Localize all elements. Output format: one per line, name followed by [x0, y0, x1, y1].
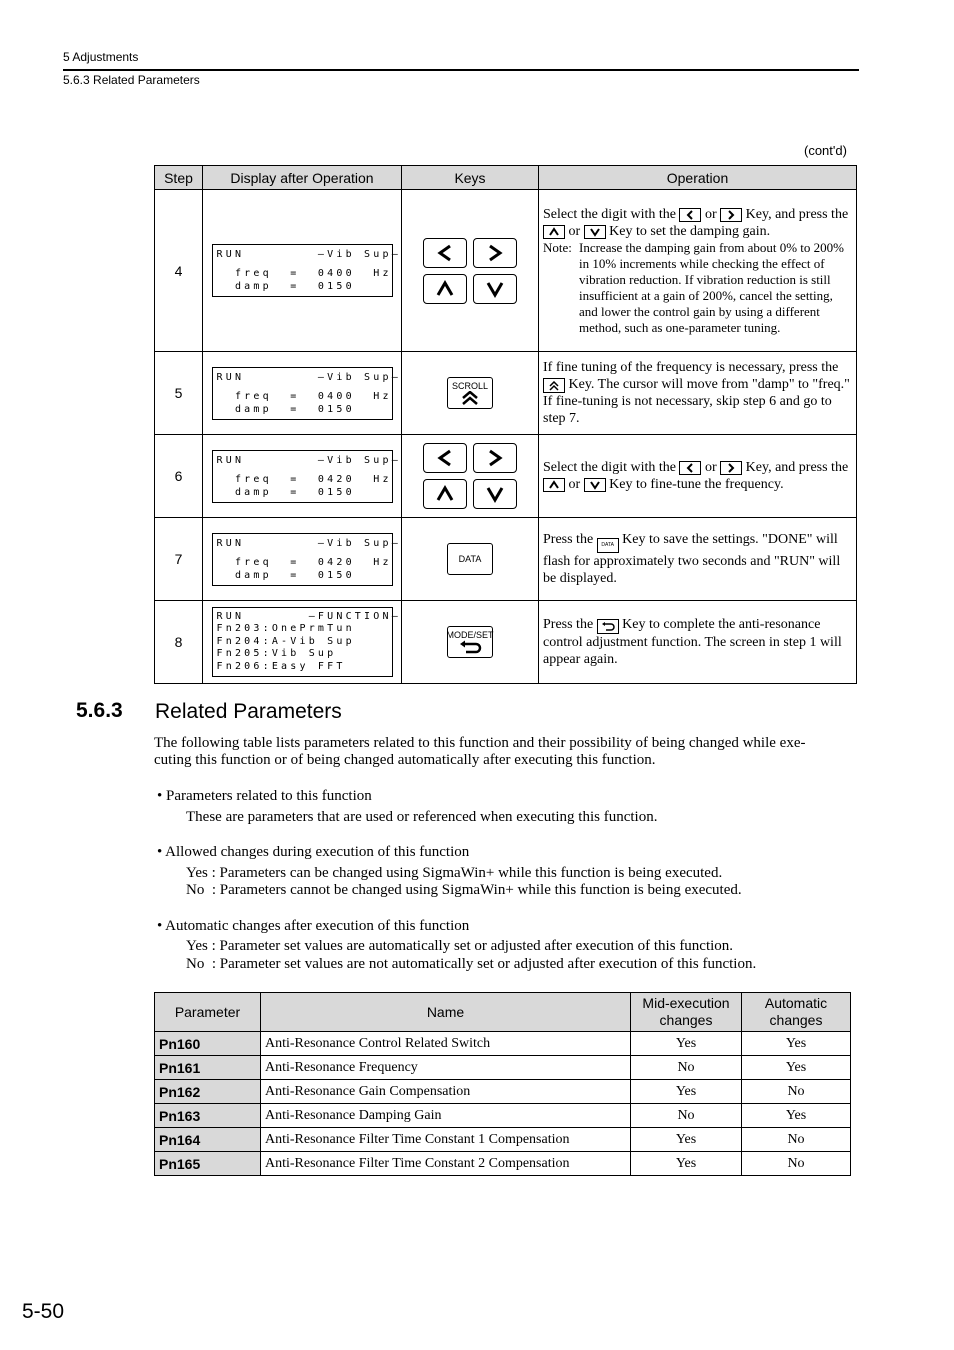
bullet-2-title: • Allowed changes during execution of this function	[157, 844, 470, 860]
op-text: or	[704, 206, 717, 222]
keys-cell	[402, 601, 539, 684]
operation-cell	[539, 601, 857, 684]
lcd-line: RUN —Vib Sup—	[216, 371, 401, 383]
up-arrow-icon	[436, 485, 454, 503]
lcd-line: RUN —Vib Sup—	[216, 249, 401, 260]
op-text: Key to complete the anti-resonance control adjustment function. The screen in step 1 will appear again.	[543, 617, 842, 667]
data-key-icon: DATA	[597, 538, 619, 553]
automatic-value: No	[742, 1128, 851, 1152]
down-arrow-icon	[486, 485, 504, 503]
display-cell	[203, 601, 402, 684]
header-chapter: 5 Adjustments	[63, 50, 139, 64]
header-step: Step	[155, 166, 203, 190]
op-text: Key, and press the	[745, 460, 849, 475]
lcd-text: damp = 0150	[216, 281, 355, 292]
op-text: Key to save the settings. "DONE" will flash for approximately two seconds and "RUN" will be displayed.	[543, 532, 841, 586]
left-arrow-key[interactable]	[423, 443, 467, 473]
param-number: Pn160	[155, 1032, 261, 1056]
lcd-line: RUN —Vib Sup—	[216, 537, 401, 549]
right-arrow-key[interactable]	[473, 443, 517, 473]
param-name: Anti-Resonance Frequency	[261, 1056, 631, 1080]
op-text: or	[568, 477, 581, 492]
table-row	[155, 1152, 851, 1176]
right-arrow-icon	[720, 461, 742, 475]
left-arrow-icon	[679, 461, 701, 475]
bullet-1-text: These are parameters that are used or referenced when executing this function.	[186, 809, 658, 825]
mid-execution-value: Yes	[631, 1152, 742, 1176]
section-title: Related Parameters	[155, 700, 342, 723]
op-text: Key to set the damping gain.	[609, 223, 771, 239]
step-number: 8	[155, 601, 203, 684]
op-text: Key to fine-tune the frequency.	[609, 477, 784, 492]
param-number: Pn165	[155, 1152, 261, 1176]
return-arrow-icon	[458, 640, 482, 654]
mid-execution-value: Yes	[631, 1032, 742, 1056]
param-number: Pn162	[155, 1080, 261, 1104]
lcd-display	[212, 607, 401, 678]
display-cell	[203, 435, 402, 518]
right-arrow-icon	[720, 208, 742, 222]
operation-cell	[539, 435, 857, 518]
keys-cell	[402, 190, 539, 352]
display-cell	[203, 190, 402, 352]
header-section: 5.6.3 Related Parameters	[63, 73, 200, 87]
lcd-line: damp = 0150	[216, 486, 355, 498]
display-cell	[203, 518, 402, 601]
header-rule	[63, 69, 859, 71]
up-arrow-icon	[543, 478, 565, 492]
lcd-line	[217, 280, 388, 293]
down-arrow-icon	[486, 280, 504, 298]
operation-cell	[539, 352, 857, 435]
param-number: Pn164	[155, 1128, 261, 1152]
automatic-value: No	[742, 1152, 851, 1176]
right-arrow-icon	[486, 449, 504, 467]
right-arrow-icon	[486, 244, 504, 262]
mid-execution-value: Yes	[631, 1080, 742, 1104]
lcd-display	[212, 450, 401, 503]
page-number: 5-50	[22, 1300, 65, 1323]
table-row	[155, 1128, 851, 1152]
automatic-value: No	[742, 1080, 851, 1104]
keys-cell	[402, 435, 539, 518]
header-name: Name	[261, 993, 631, 1032]
op-text: Press the	[543, 617, 594, 632]
up-arrow-icon	[543, 225, 565, 239]
steps-table	[154, 165, 857, 684]
mode-set-key[interactable]	[447, 626, 493, 658]
param-name: Anti-Resonance Damping Gain	[261, 1104, 631, 1128]
note	[543, 240, 852, 336]
bullet-3-yes: Yes : Parameter set values are automatically set or adjusted after execution of this function.	[186, 938, 734, 954]
op-text: or	[704, 460, 717, 475]
lcd-line: RUN —FUNCTION—	[216, 610, 401, 622]
mode-set-icon	[597, 619, 619, 634]
automatic-value: Yes	[742, 1032, 851, 1056]
mid-execution-value: Yes	[631, 1128, 742, 1152]
lcd-line: Fn204:A-Vib Sup	[216, 635, 355, 647]
param-number: Pn163	[155, 1104, 261, 1128]
step-number: 5	[155, 352, 203, 435]
contd-label: (cont'd)	[804, 143, 847, 158]
right-arrow-key[interactable]	[473, 238, 517, 268]
lcd-line: freq = 0420 Hz	[216, 556, 392, 568]
up-arrow-key[interactable]	[423, 274, 467, 304]
lcd-line: RUN —Vib Sup—	[216, 454, 401, 466]
param-number: Pn161	[155, 1056, 261, 1080]
keys-cell	[402, 352, 539, 435]
lcd-line: Fn203:OnePrmTun	[216, 623, 355, 635]
param-name: Anti-Resonance Filter Time Constant 2 Compensation	[261, 1152, 631, 1176]
scroll-icon	[543, 378, 565, 393]
scroll-key[interactable]	[447, 377, 493, 409]
left-arrow-icon	[679, 208, 701, 222]
lcd-display	[212, 367, 401, 420]
lcd-line: damp = 0150	[216, 569, 355, 581]
bullet-2-yes: Yes : Parameters can be changed using SigmaWin+ while this function is being executed.	[186, 865, 723, 881]
header-operation: Operation	[539, 166, 857, 190]
step-number: 6	[155, 435, 203, 518]
mode-set-key-label: MODE/SET	[446, 630, 494, 640]
param-name: Anti-Resonance Gain Compensation	[261, 1080, 631, 1104]
op-text: Key, and press the	[745, 206, 849, 222]
mid-execution-value: No	[631, 1056, 742, 1080]
table-row	[155, 1032, 851, 1056]
lcd-line: Fn205:Vib Sup	[216, 648, 337, 660]
bullet-3-no: No : Parameter set values are not automatically set or adjusted after execution of this function.	[186, 956, 757, 972]
header-keys: Keys	[402, 166, 539, 190]
section-number: 5.6.3	[76, 699, 123, 722]
automatic-value: Yes	[742, 1056, 851, 1080]
lcd-line: freq = 0420 Hz	[216, 473, 392, 485]
op-text: Press the	[543, 532, 594, 547]
automatic-value: Yes	[742, 1104, 851, 1128]
lcd-line: Fn206:Easy FFT	[216, 660, 346, 672]
step-number: 4	[155, 190, 203, 352]
left-arrow-key[interactable]	[423, 238, 467, 268]
intro-line-1: The following table lists parameters related to this function and their possibility of being changed while exe-	[154, 735, 806, 751]
table-row	[155, 1056, 851, 1080]
intro-line-2: cuting this function or of being changed automatically after executing this function.	[154, 752, 656, 768]
header-automatic: Automatic changes	[742, 993, 851, 1032]
data-key[interactable]: DATA	[447, 543, 493, 575]
up-arrow-key[interactable]	[423, 479, 467, 509]
lcd-display	[212, 533, 401, 586]
down-arrow-key[interactable]	[473, 274, 517, 304]
note-label: Note:	[543, 239, 572, 255]
op-text: Select the digit with the	[543, 460, 676, 475]
keys-cell	[402, 518, 539, 601]
op-text: Select the digit with the	[543, 206, 676, 222]
op-text: Key. The cursor will move from "damp" to "freq." If fine-tuning is not necessary, skip step 6 and go to step 7.	[543, 376, 850, 427]
down-arrow-key[interactable]	[473, 479, 517, 509]
bullet-3-title: • Automatic changes after execution of this function	[157, 918, 470, 934]
param-name: Anti-Resonance Filter Time Constant 1 Compensation	[261, 1128, 631, 1152]
lcd-line: freq = 0400 Hz	[216, 390, 392, 402]
mid-execution-value: No	[631, 1104, 742, 1128]
double-up-icon	[460, 391, 480, 405]
down-arrow-icon	[584, 225, 606, 239]
table-row	[155, 1080, 851, 1104]
lcd-display	[212, 244, 401, 297]
param-name: Anti-Resonance Control Related Switch	[261, 1032, 631, 1056]
operation-cell	[539, 518, 857, 601]
left-arrow-icon	[436, 244, 454, 262]
display-cell	[203, 352, 402, 435]
bullet-1-title: • Parameters related to this function	[157, 788, 372, 804]
op-text: If fine tuning of the frequency is necessary, press the	[543, 359, 839, 375]
lcd-line: freq = 0400 Hz	[216, 268, 392, 279]
up-arrow-icon	[436, 280, 454, 298]
down-arrow-icon	[584, 478, 606, 492]
bullet-2-no: No : Parameters cannot be changed using SigmaWin+ while this function is being executed.	[186, 882, 742, 898]
header-display: Display after Operation	[203, 166, 402, 190]
step-number: 7	[155, 518, 203, 601]
header-mid-execution: Mid-execution changes	[631, 993, 742, 1032]
header-parameter: Parameter	[155, 993, 261, 1032]
op-text: or	[568, 223, 581, 239]
table-row	[155, 1104, 851, 1128]
parameters-table	[154, 992, 851, 1176]
left-arrow-icon	[436, 449, 454, 467]
lcd-line: damp = 0150	[216, 403, 355, 415]
operation-cell	[539, 190, 857, 352]
note-text: Increase the damping gain from about 0% to 200% in 10% increments while checking the effect of vibration reduction. If vibration reduction is still insufficient at a gain of 200%, cancel the setting, and lower the control gain by using a different method, such as one-parameter tuning.	[579, 239, 844, 335]
scroll-key-label: SCROLL	[451, 381, 488, 391]
